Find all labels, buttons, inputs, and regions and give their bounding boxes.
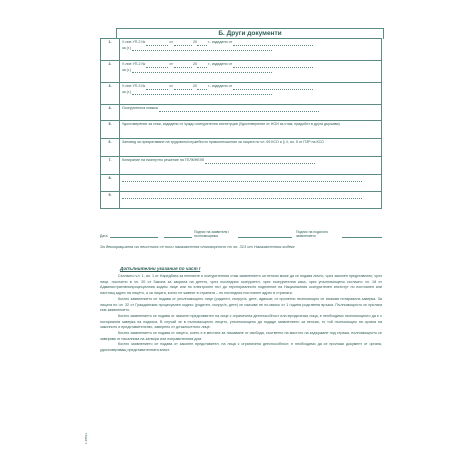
- row-content[interactable]: Осигурителна книжка: [120, 105, 382, 121]
- liability-note: За декларацията на неистина се носи наказателна отговорност по чл. 313 от Наказателния кодекс: [100, 244, 295, 249]
- table-row: [101, 157, 382, 175]
- info-body: [100, 274, 382, 354]
- table-row: [101, 105, 382, 121]
- date-label: Дата: [100, 234, 108, 238]
- table-row: [101, 175, 382, 192]
- row-content[interactable]: У-ние УП-2 № от 20 г., издадено от за (г.): [120, 39, 382, 61]
- row-number: 7.: [101, 157, 120, 175]
- side-code: 1-48531: [84, 432, 88, 444]
- row-number: 2.: [101, 61, 120, 83]
- info-paragraph: Когато заявлението се подава от законен представител на лице с ограничена дееспособност или юридически лица, е необходимо пълномощното да е с нотариална заверка на подписа. В случай че в пълномощното лицето, упълномощено да подаде заявлението за пенсия, то той пълномощно на органа на законното и представителство, заверено от длъжностното лице.: [100, 313, 382, 330]
- signature-row: [100, 230, 382, 244]
- row-content[interactable]: Удостоверение за стаж, издадено от чуждо осигурителна институция (Удостоверение от НОИ за стаж, придобит в друга държава): [120, 121, 382, 139]
- table-row: [101, 39, 382, 61]
- table-row: [101, 139, 382, 157]
- info-title: Допълнителни указания по част I: [120, 266, 201, 271]
- receiver-signature-line[interactable]: [238, 230, 278, 238]
- row-content[interactable]: [120, 175, 382, 192]
- applicant-signature-label: Подпис на заявителя /пълномощника: [194, 230, 230, 238]
- info-paragraph: Съгласно чл. 1, ал. 1 от Наредбата за пенсиите и осигурителния стаж заявлението за пенсия може да се подава лично, чрез законен представител, чрез лице, посочено в чл. 20 от Закона за закрила на детето, чрез последния осигурител, чрез осигурителна каса, чрез упълномощено съгласно чл. 18 от Административнопроцесуалния кодекс лице или по електронен път до териториалното поделение на Националния осигурителен институт по постоянен или настоящ адрес на лицето, а за лицата, които не живеят в страната – по последния постоянен адрес в страната.: [100, 274, 382, 296]
- document-page: [84, 24, 390, 464]
- table-row: [101, 83, 382, 105]
- info-paragraph: Когато заявлението се подава от упълномощено лице (родител, съпруг/а, дете, адвокат, от пролетни пълномощно се изисква нотариална заверка. За лицата по чл. 32 от Гражданския процесуален кодекс (родител, съпруг/а, дете) се изисква не по-малко от 1 година родствена връзка. Пълномощното се прилага към заявлението.: [100, 296, 382, 313]
- section-title: Б. Други документи: [116, 28, 384, 39]
- table-row: [101, 61, 382, 83]
- row-number: 3.: [101, 83, 120, 105]
- row-number: 9.: [101, 192, 120, 209]
- row-number: 4.: [101, 105, 120, 121]
- info-paragraph: Когато заявлението се подава от законен представител, на лица с ограничена дееспособност, е необходимо да се приложи документ от органа, удостоверяващ представителната власт.: [100, 342, 382, 353]
- info-paragraph: Когато заявлението се подава от лицето, което е в местата за лишаване от свобода, съответно на мястото на задържане под стража, пълномощното се заверява от началника на затвора или поправителния дом.: [100, 331, 382, 341]
- row-content[interactable]: У-ние УП-3 № от 20 г., издадено от за (г.): [120, 83, 382, 105]
- row-number: 8.: [101, 175, 120, 192]
- documents-table: [100, 38, 382, 209]
- row-number: 5.: [101, 121, 120, 139]
- receiver-signature-line-3[interactable]: [342, 230, 382, 238]
- row-content[interactable]: [120, 192, 382, 209]
- receiver-signature-line-2[interactable]: [278, 230, 292, 238]
- row-number: 1.: [101, 39, 120, 61]
- row-content[interactable]: Копирание на експертно решение на ТЕЛК/НЕЛК: [120, 157, 382, 175]
- row-number: 6.: [101, 139, 120, 157]
- table-row: [101, 192, 382, 209]
- table-row: [101, 121, 382, 139]
- row-content[interactable]: Заповед за прекратяване на трудовото/служебното правоотношение за лицата по чл. 69 КСО и § 4, ал. 5 от ПЗР на КСО: [120, 139, 382, 157]
- row-content[interactable]: У-ние УП-2 № от 20 г., издадено от за (г.): [120, 61, 382, 83]
- applicant-signature-line[interactable]: [164, 230, 192, 238]
- receiver-signature-label: Подпис на подалото заявлението: [296, 230, 329, 238]
- date-line[interactable]: [110, 230, 158, 238]
